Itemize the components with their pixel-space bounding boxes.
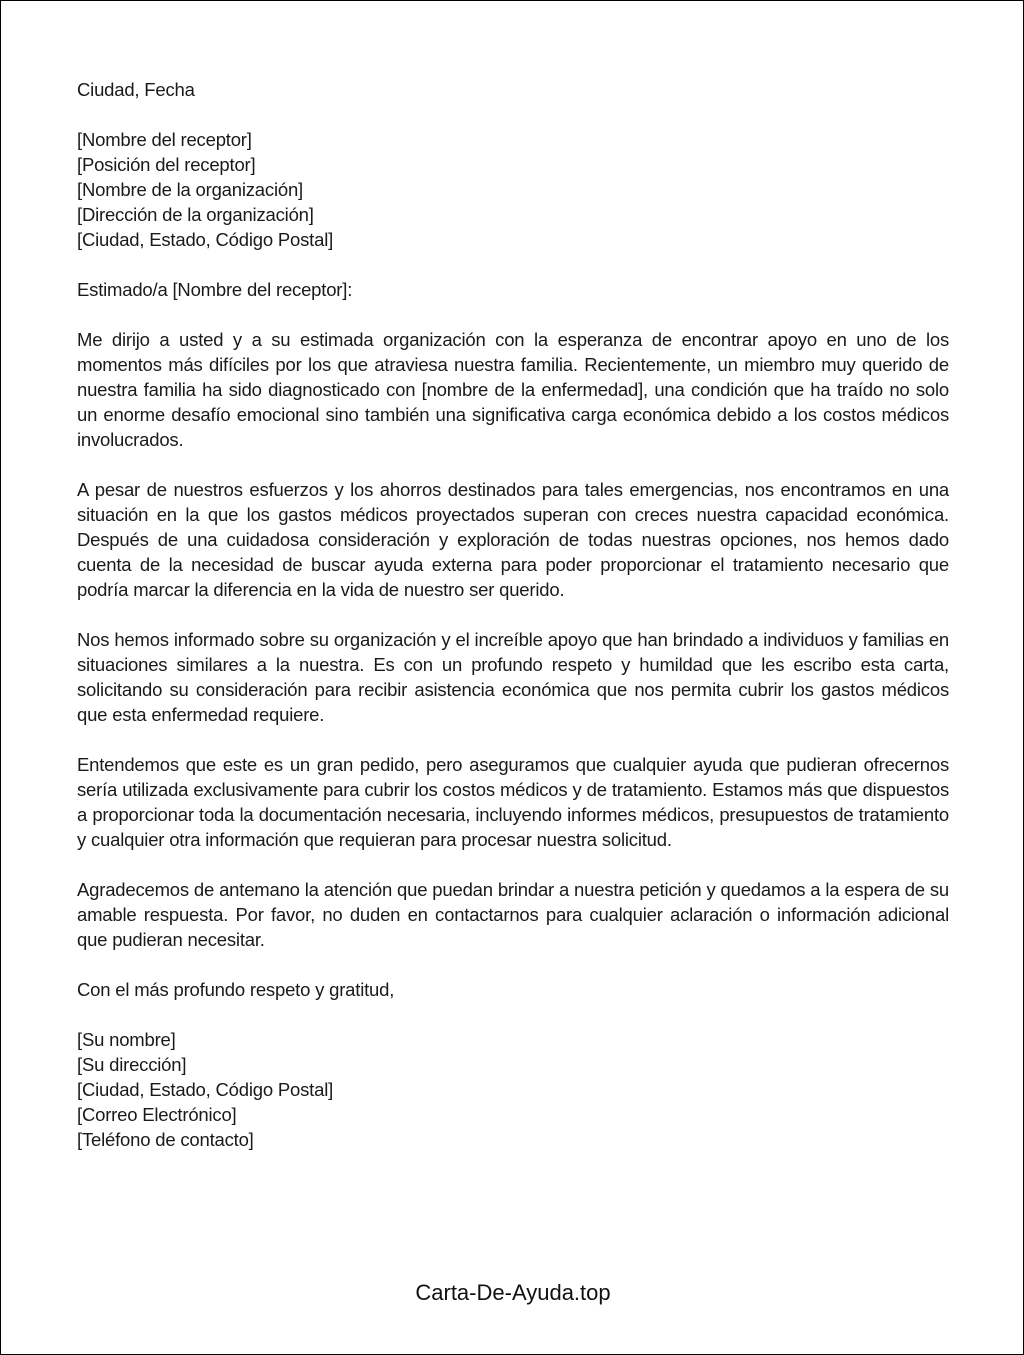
sender-email: [Correo Electrónico] <box>77 1104 237 1125</box>
sender-signature-block <box>77 1027 949 1152</box>
footer-site-name: Carta-De-Ayuda.top <box>415 1280 611 1305</box>
closing: Con el más profundo respeto y gratitud, <box>77 979 395 1000</box>
sender-phone: [Teléfono de contacto] <box>77 1129 254 1150</box>
salutation: Estimado/a [Nombre del receptor]: <box>77 279 353 300</box>
organization-name: [Nombre de la organización] <box>77 179 303 200</box>
body-paragraph-1: Me dirijo a usted y a su estimada organización con la esperanza de encontrar apoyo en uno de los momentos más difíciles por los que atraviesa nuestra familia. Recientemente, un miembro muy querido de nuestra familia ha sido diagnosticado con [nombre de la enfermedad], una condición que ha traído no solo un enorme desafío emocional sino también una significativa carga económica debido a los costos médicos involucrados. <box>77 329 949 450</box>
sender-name: [Su nombre] <box>77 1029 176 1050</box>
place-date-block <box>77 77 949 102</box>
body-paragraph-4: Entendemos que este es un gran pedido, pero aseguramos que cualquier ayuda que pudieran ofrecernos sería utilizada exclusivamente para cubrir los costos médicos y de tratamiento. Estamos más que dispuestos a proporcionar toda la documentación necesaria, incluyendo informes médicos, presupuestos de tratamiento y cualquier otra información que requieran para procesar nuestra solicitud. <box>77 754 949 850</box>
recipient-address-block <box>77 127 949 252</box>
body-paragraph-5: Agradecemos de antemano la atención que puedan brindar a nuestra petición y quedamos a la espera de su amable respuesta. Por favor, no duden en contactarnos para cualquier aclaración o información adicional que pudieran necesitar. <box>77 879 949 950</box>
salutation-block <box>77 277 949 302</box>
sender-city-state-zip: [Ciudad, Estado, Código Postal] <box>77 1079 334 1100</box>
recipient-position: [Posición del receptor] <box>77 154 256 175</box>
organization-address: [Dirección de la organización] <box>77 204 314 225</box>
place-date: Ciudad, Fecha <box>77 79 195 100</box>
recipient-city-state-zip: [Ciudad, Estado, Código Postal] <box>77 229 334 250</box>
body-paragraph-3: Nos hemos informado sobre su organización y el increíble apoyo que han brindado a individuos y familias en situaciones similares a la nuestra. Es con un profundo respeto y humildad que les escribo esta carta, solicitando su consideración para recibir asistencia económica que nos permita cubrir los gastos médicos que esta enfermedad requiere. <box>77 629 949 725</box>
recipient-name: [Nombre del receptor] <box>77 129 252 150</box>
letter-body <box>77 77 949 1177</box>
body-paragraph-2: A pesar de nuestros esfuerzos y los ahorros destinados para tales emergencias, nos encontramos en una situación en la que los gastos médicos proyectados superan con creces nuestra capacidad económica. Después de una cuidadosa consideración y exploración de todas nuestras opciones, nos hemos dado cuenta de la necesidad de buscar ayuda externa para poder proporcionar el tratamiento necesario que podría marcar la diferencia en la vida de nuestro ser querido. <box>77 479 949 600</box>
sender-address: [Su dirección] <box>77 1054 187 1075</box>
closing-block <box>77 977 949 1002</box>
